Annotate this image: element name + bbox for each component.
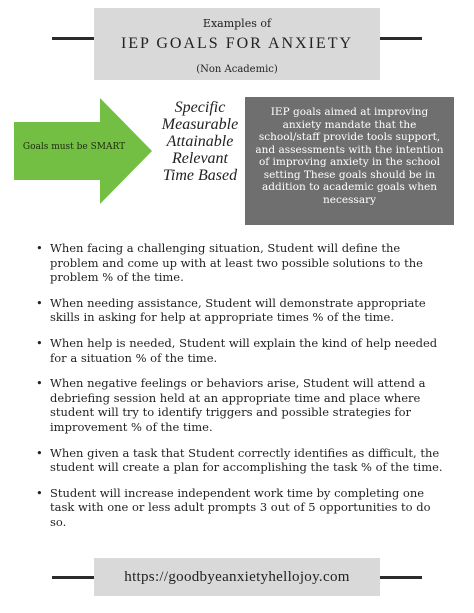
goal-item: [36, 486, 448, 530]
goal-item: [36, 376, 448, 434]
footer-url: https://goodbyeanxietyhellojoy.com: [124, 569, 350, 585]
bullet-icon: •: [36, 335, 43, 350]
page-title: IEP GOALS FOR ANXIETY: [120, 35, 354, 52]
header-kicker: Examples of: [202, 17, 272, 30]
goal-text: When help is needed, Student will explain the kind of help needed for a situation % of the time.: [50, 335, 438, 365]
goal-text: Student will increase independent work time by completing one task with one or less adult prompts 3 out of 5 opportunities to do so.: [50, 485, 431, 529]
goal-item: [36, 241, 448, 285]
header-rule-left: [52, 37, 94, 40]
smart-criterion: Measurable: [161, 116, 239, 133]
smart-criterion: Specific: [174, 99, 226, 116]
goal-item: [36, 336, 448, 365]
goal-item: [36, 296, 448, 325]
bullet-icon: •: [36, 295, 43, 310]
bullet-icon: •: [36, 445, 43, 460]
footer-rule-left: [52, 576, 94, 579]
goal-item: [36, 446, 448, 475]
footer-banner: [94, 558, 380, 596]
goal-text: When needing assistance, Student will demonstrate appropriate skills in asking for help at appropriate times % of the time.: [50, 295, 426, 325]
goal-text: When facing a challenging situation, Student will define the problem and come up with at least two possible solutions to the problem % of the time.: [50, 241, 423, 285]
smart-criterion: Attainable: [166, 133, 234, 150]
smart-criterion: Relevant: [172, 150, 228, 167]
header-banner: [94, 8, 380, 80]
goals-list: [36, 241, 448, 541]
bullet-icon: •: [36, 485, 43, 500]
arrow-label: Goals must be SMART: [22, 142, 126, 152]
smart-criterion: Time Based: [162, 167, 238, 184]
header-subtitle: (Non Academic): [196, 64, 278, 75]
info-box-text: IEP goals aimed at improving anxiety mandate that the school/staff provide tools support, and assessments with the intention of improving anxiety in the school setting These goals should be in addition to academic goals when necessary: [255, 106, 444, 206]
smart-criteria-list: [152, 99, 248, 184]
footer-rule-right: [380, 576, 422, 579]
goal-text: When given a task that Student correctly identifies as difficult, the student will create a plan for accomplishing the task % of the time.: [50, 445, 443, 475]
header-rule-right: [380, 37, 422, 40]
info-box: [245, 97, 454, 225]
goal-text: When negative feelings or behaviors arise, Student will attend a debriefing session held at an appropriate time and place where student will try to identify triggers and possible strategies for improvement % of the time.: [50, 376, 426, 434]
bullet-icon: •: [36, 241, 43, 255]
bullet-icon: •: [36, 376, 43, 391]
